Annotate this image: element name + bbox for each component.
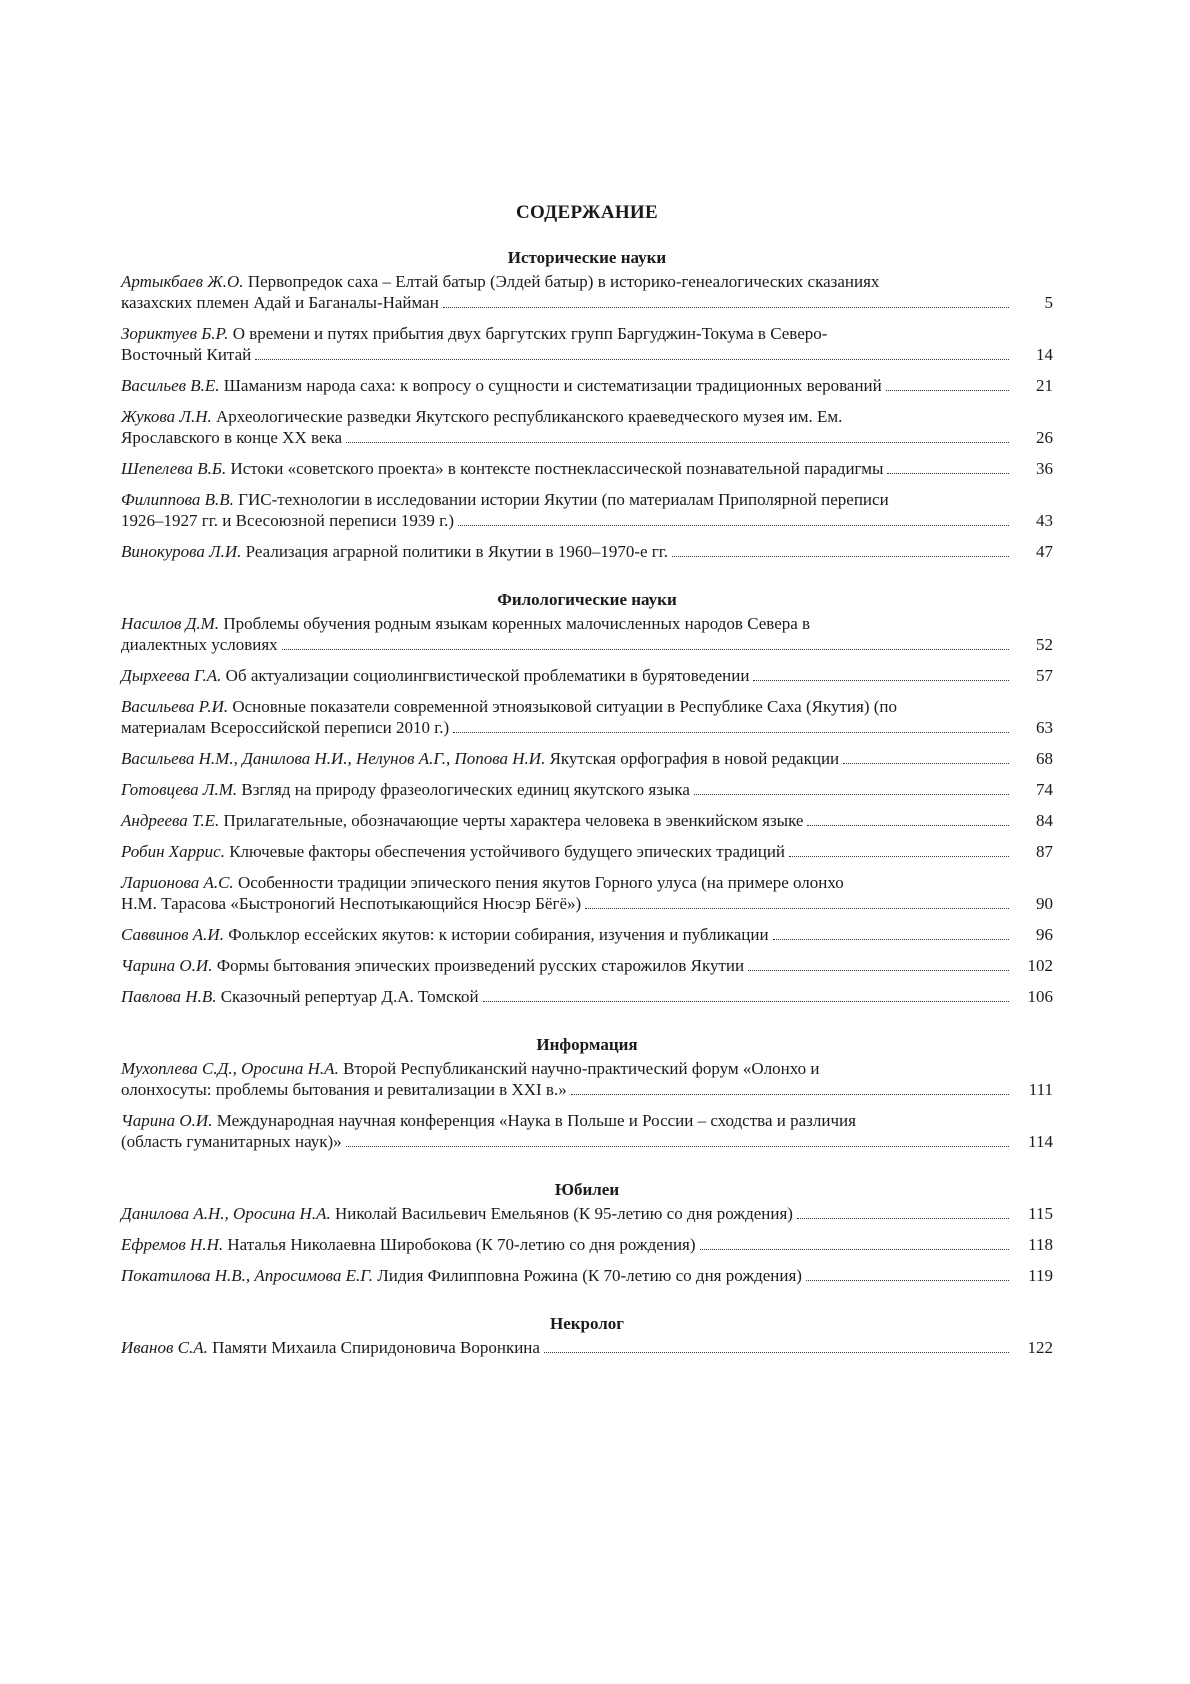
entry-last-line bbox=[121, 665, 1053, 686]
page-number: 96 bbox=[1036, 925, 1053, 944]
entry-title-end bbox=[121, 1234, 696, 1255]
entry-title-text: Ярославского в конце XX века bbox=[121, 428, 342, 447]
entry-author: Филиппова В.В. bbox=[121, 490, 234, 509]
entry-first-line bbox=[121, 1110, 1009, 1131]
entry-first-line bbox=[121, 271, 1009, 292]
entry-title-text: Якутская орфография в новой редакции bbox=[549, 749, 840, 768]
toc-section bbox=[121, 247, 1053, 562]
entry-last-line bbox=[121, 1265, 1053, 1286]
entry-title-end bbox=[121, 458, 883, 479]
entry-title-text: казахских племен Адай и Баганалы-Найман bbox=[121, 293, 439, 312]
entry-last-line bbox=[121, 458, 1053, 479]
entry-first-line bbox=[121, 406, 1009, 427]
toc-entry bbox=[121, 924, 1053, 945]
page-number: 63 bbox=[1036, 718, 1053, 737]
toc-entry bbox=[121, 665, 1053, 686]
entry-title-end bbox=[121, 841, 785, 862]
entry-last-line bbox=[121, 375, 1053, 396]
entry-title-end bbox=[121, 427, 342, 448]
entry-title-end bbox=[121, 1265, 802, 1286]
dot-leader bbox=[585, 908, 1009, 909]
entry-first-line bbox=[121, 323, 1009, 344]
entry-author: Ларионова А.С. bbox=[121, 873, 234, 892]
entry-title-end bbox=[121, 1203, 793, 1224]
entry-last-line bbox=[121, 986, 1053, 1007]
page-number: 87 bbox=[1036, 842, 1053, 861]
toc-section bbox=[121, 1179, 1053, 1286]
page-number: 52 bbox=[1036, 635, 1053, 654]
entry-last-line bbox=[121, 893, 1053, 914]
dot-leader bbox=[346, 1146, 1009, 1147]
entry-title-end bbox=[121, 665, 749, 686]
dot-leader bbox=[789, 856, 1009, 857]
entry-title-start: Проблемы обучения родным языкам коренных малочисленных народов Севера в bbox=[223, 614, 811, 633]
entry-title-text: материалам Всероссийской переписи 2010 г.) bbox=[121, 718, 450, 737]
dot-leader bbox=[887, 473, 1009, 474]
dot-leader bbox=[571, 1094, 1009, 1095]
entry-title-start: Второй Республиканский научно-практический форум «Олонхо и bbox=[343, 1059, 820, 1078]
section-title: Филологические науки bbox=[497, 590, 677, 609]
entry-last-line bbox=[121, 510, 1053, 531]
dot-leader bbox=[886, 390, 1009, 391]
entry-last-line bbox=[121, 541, 1053, 562]
entry-last-line bbox=[121, 1131, 1053, 1152]
toc-entry bbox=[121, 1203, 1053, 1224]
toc-entry bbox=[121, 1265, 1053, 1286]
toc-entry bbox=[121, 406, 1053, 448]
entry-title-text: Лидия Филипповна Рожина (К 70-летию со дня рождения) bbox=[377, 1266, 802, 1285]
page-number: 115 bbox=[1028, 1204, 1053, 1223]
entry-title-end bbox=[121, 748, 839, 769]
entry-last-line bbox=[121, 427, 1053, 448]
dot-leader bbox=[753, 680, 1009, 681]
entry-title-text: (область гуманитарных наук)» bbox=[121, 1132, 342, 1151]
page-number: 118 bbox=[1028, 1235, 1053, 1254]
dot-leader bbox=[255, 359, 1009, 360]
entry-last-line bbox=[121, 292, 1053, 313]
toc-sections bbox=[121, 247, 1053, 1358]
entry-title-text: Сказочный репертуар Д.А. Томской bbox=[220, 987, 479, 1006]
entry-last-line bbox=[121, 810, 1053, 831]
dot-leader bbox=[694, 794, 1009, 795]
entry-author: Артыкбаев Ж.О. bbox=[121, 272, 244, 291]
entry-first-line bbox=[121, 696, 1009, 717]
entry-title-start: ГИС-технологии в исследовании истории Якутии (по материалам Приполярной переписи bbox=[238, 490, 889, 509]
entry-last-line bbox=[121, 1337, 1053, 1358]
entry-title-end bbox=[121, 634, 278, 655]
dot-leader bbox=[700, 1249, 1009, 1250]
section-title: Информация bbox=[536, 1035, 638, 1054]
entry-last-line bbox=[121, 748, 1053, 769]
entry-author: Чарина О.И. bbox=[121, 1111, 213, 1130]
entry-author: Данилова А.Н., Оросина Н.А. bbox=[121, 1204, 331, 1223]
entry-title-text: Взгляд на природу фразеологических единиц якутского языка bbox=[241, 780, 690, 799]
entry-last-line bbox=[121, 924, 1053, 945]
entry-last-line bbox=[121, 1203, 1053, 1224]
table-of-contents bbox=[121, 201, 1053, 1385]
entry-title-text: Истоки «советского проекта» в контексте постнеклассической познавательной парадигмы bbox=[230, 459, 884, 478]
entry-first-line bbox=[121, 872, 1009, 893]
entry-title-end bbox=[121, 779, 690, 800]
entry-title-text: диалектных условиях bbox=[121, 635, 278, 654]
toc-entry bbox=[121, 696, 1053, 738]
toc-entry bbox=[121, 1058, 1053, 1100]
page-number: 84 bbox=[1036, 811, 1053, 830]
page-title: СОДЕРЖАНИЕ bbox=[516, 202, 658, 223]
entry-title-end bbox=[121, 541, 668, 562]
entry-title-text: Ключевые факторы обеспечения устойчивого будущего эпических традиций bbox=[229, 842, 786, 861]
dot-leader bbox=[773, 939, 1009, 940]
dot-leader bbox=[346, 442, 1009, 443]
entry-title-end bbox=[121, 955, 744, 976]
entry-title-end bbox=[121, 924, 769, 945]
entry-title-end bbox=[121, 1079, 567, 1100]
entry-last-line bbox=[121, 717, 1053, 738]
entry-title-end bbox=[121, 344, 251, 365]
page-number: 21 bbox=[1036, 376, 1053, 395]
entry-title-end bbox=[121, 1337, 540, 1358]
entry-title-end bbox=[121, 986, 479, 1007]
section-title: Исторические науки bbox=[507, 248, 667, 267]
toc-entry bbox=[121, 779, 1053, 800]
entry-last-line bbox=[121, 955, 1053, 976]
page-number: 57 bbox=[1036, 666, 1053, 685]
dot-leader bbox=[807, 825, 1009, 826]
entry-author: Насилов Д.М. bbox=[121, 614, 220, 633]
entry-author: Жукова Л.Н. bbox=[121, 407, 212, 426]
entry-author: Павлова Н.В. bbox=[121, 987, 217, 1006]
entry-author: Иванов С.А. bbox=[121, 1338, 208, 1357]
toc-section bbox=[121, 1313, 1053, 1358]
dot-leader bbox=[806, 1280, 1009, 1281]
toc-entry bbox=[121, 541, 1053, 562]
entry-title-end bbox=[121, 893, 581, 914]
toc-entry bbox=[121, 458, 1053, 479]
dot-leader bbox=[544, 1352, 1009, 1353]
entry-author: Шепелева В.Б. bbox=[121, 459, 227, 478]
entry-title-text: Об актуализации социолингвистической проблематики в бурятоведении bbox=[225, 666, 750, 685]
page-number: 26 bbox=[1036, 428, 1053, 447]
toc-entry bbox=[121, 748, 1053, 769]
dot-leader bbox=[458, 525, 1009, 526]
entry-title-text: Наталья Николаевна Широбокова (К 70-летию со дня рождения) bbox=[227, 1235, 696, 1254]
entry-last-line bbox=[121, 1234, 1053, 1255]
page-number: 68 bbox=[1036, 749, 1053, 768]
page-number: 90 bbox=[1036, 894, 1053, 913]
entry-title-text: 1926–1927 гг. и Всесоюзной переписи 1939 г.) bbox=[121, 511, 455, 530]
page-number: 119 bbox=[1028, 1266, 1053, 1285]
section-title: Юбилеи bbox=[554, 1180, 620, 1199]
dot-leader bbox=[748, 970, 1009, 971]
toc-entry bbox=[121, 1110, 1053, 1152]
dot-leader bbox=[282, 649, 1009, 650]
toc-entry bbox=[121, 841, 1053, 862]
toc-entry bbox=[121, 872, 1053, 914]
section-title: Некролог bbox=[549, 1314, 625, 1333]
toc-entry bbox=[121, 489, 1053, 531]
page-number: 106 bbox=[1027, 987, 1053, 1006]
entry-title-end bbox=[121, 292, 439, 313]
entry-author: Васильева Р.И. bbox=[121, 697, 229, 716]
entry-author: Зориктуев Б.Р. bbox=[121, 324, 229, 343]
entry-title-end bbox=[121, 375, 882, 396]
toc-entry bbox=[121, 323, 1053, 365]
page-number: 36 bbox=[1036, 459, 1053, 478]
dot-leader bbox=[672, 556, 1009, 557]
page-number: 111 bbox=[1028, 1080, 1053, 1099]
entry-title-text: олонхосуты: проблемы бытования и ревитализации в XXI в.» bbox=[121, 1080, 567, 1099]
page-number: 102 bbox=[1027, 956, 1053, 975]
page-number: 14 bbox=[1036, 345, 1053, 364]
toc-entry bbox=[121, 810, 1053, 831]
toc-entry bbox=[121, 986, 1053, 1007]
entry-author: Винокурова Л.И. bbox=[121, 542, 242, 561]
entry-title-start: Особенности традиции эпического пения якутов Горного улуса (на примере олонхо bbox=[237, 873, 844, 892]
entry-title-text: Формы бытования эпических произведений русских старожилов Якутии bbox=[216, 956, 745, 975]
entry-last-line bbox=[121, 1079, 1053, 1100]
entry-title-text: Шаманизм народа саха: к вопросу о сущности и систематизации традиционных верований bbox=[223, 376, 882, 395]
dot-leader bbox=[453, 732, 1009, 733]
entry-title-text: Николай Васильевич Емельянов (К 95-летию со дня рождения) bbox=[334, 1204, 793, 1223]
entry-title-text: Прилагательные, обозначающие черты характера человека в эвенкийском языке bbox=[223, 811, 804, 830]
entry-title-start: Археологические разведки Якутского республиканского краеведческого музея им. Ем. bbox=[215, 407, 843, 426]
entry-author: Саввинов А.И. bbox=[121, 925, 224, 944]
entry-title-text: Н.М. Тарасова «Быстроногий Неспотыкающийся Нюсэр Бёгё») bbox=[121, 894, 582, 913]
entry-author: Мухоплева С.Д., Оросина Н.А. bbox=[121, 1059, 339, 1078]
entry-last-line bbox=[121, 841, 1053, 862]
entry-author: Покатилова Н.В., Апросимова Е.Г. bbox=[121, 1266, 373, 1285]
page-number: 114 bbox=[1028, 1132, 1053, 1151]
toc-entry bbox=[121, 1337, 1053, 1358]
entry-title-text: Восточный Китай bbox=[121, 345, 252, 364]
entry-title-text: Памяти Михаила Спиридоновича Воронкина bbox=[212, 1338, 540, 1357]
dot-leader bbox=[443, 307, 1009, 308]
page-number: 43 bbox=[1036, 511, 1053, 530]
dot-leader bbox=[483, 1001, 1009, 1002]
entry-first-line bbox=[121, 613, 1009, 634]
entry-title-start: Первопредок саха – Елтай батыр (Элдей батыр) в историко-генеалогических сказаниях bbox=[247, 272, 880, 291]
entry-title-end bbox=[121, 717, 449, 738]
entry-title-text: Фольклор ессейских якутов: к истории собирания, изучения и публикации bbox=[228, 925, 769, 944]
entry-last-line bbox=[121, 344, 1053, 365]
entry-title-end bbox=[121, 510, 454, 531]
entry-author: Васильев В.Е. bbox=[121, 376, 220, 395]
entry-title-end bbox=[121, 810, 803, 831]
toc-section bbox=[121, 1034, 1053, 1152]
entry-last-line bbox=[121, 779, 1053, 800]
page-number: 5 bbox=[1044, 293, 1053, 312]
page-number: 122 bbox=[1027, 1338, 1053, 1357]
toc-entry bbox=[121, 613, 1053, 655]
entry-author: Андреева Т.Е. bbox=[121, 811, 220, 830]
entry-last-line bbox=[121, 634, 1053, 655]
entry-title-text: Реализация аграрной политики в Якутии в 1960–1970-е гг. bbox=[245, 542, 669, 561]
entry-title-start: Основные показатели современной этноязыковой ситуации в Республике Саха (Якутия) (по bbox=[232, 697, 898, 716]
toc-entry bbox=[121, 955, 1053, 976]
dot-leader bbox=[797, 1218, 1009, 1219]
entry-author: Ефремов Н.Н. bbox=[121, 1235, 224, 1254]
entry-title-start: Международная научная конференция «Наука в Польше и России – сходства и различия bbox=[216, 1111, 856, 1130]
toc-section bbox=[121, 589, 1053, 1007]
entry-title-end bbox=[121, 1131, 342, 1152]
page-number: 47 bbox=[1036, 542, 1053, 561]
entry-first-line bbox=[121, 1058, 1009, 1079]
entry-author: Готовцева Л.М. bbox=[121, 780, 238, 799]
entry-author: Васильева Н.М., Данилова Н.И., Нелунов А.Г., Попова Н.И. bbox=[121, 749, 546, 768]
toc-entry bbox=[121, 1234, 1053, 1255]
toc-entry bbox=[121, 271, 1053, 313]
toc-entry bbox=[121, 375, 1053, 396]
entry-author: Чарина О.И. bbox=[121, 956, 213, 975]
entry-author: Дырхеева Г.А. bbox=[121, 666, 222, 685]
dot-leader bbox=[843, 763, 1009, 764]
entry-author: Робин Харрис. bbox=[121, 842, 225, 861]
entry-title-start: О времени и путях прибытия двух баргутских групп Баргуджин-Токума в Северо- bbox=[232, 324, 828, 343]
page-number: 74 bbox=[1036, 780, 1053, 799]
entry-first-line bbox=[121, 489, 1009, 510]
